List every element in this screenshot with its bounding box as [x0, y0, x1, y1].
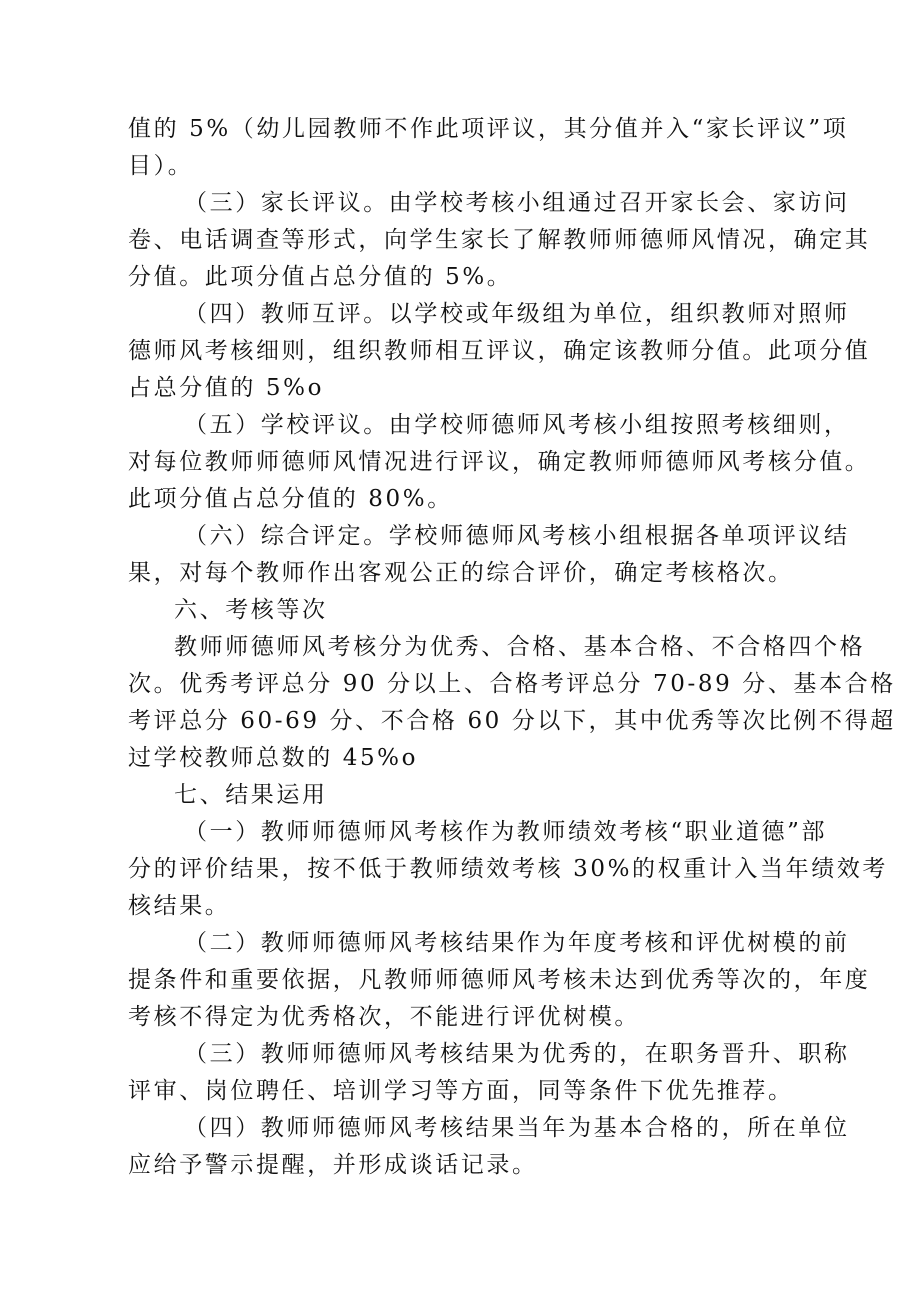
text-line: 过学校教师总数的 45%o: [128, 745, 419, 771]
text-line: 卷、电话调查等形式，向学生家长了解教师师德师风情况，确定其: [128, 227, 871, 253]
text-line: （三）家长评议。由学校考核小组通过召开家长会、家访问: [184, 190, 850, 216]
text-line: 教师师德师风考核分为优秀、合格、基本合格、不合格四个格: [174, 634, 866, 660]
text-line: 考评总分 60-69 分、不合格 60 分以下，其中优秀等次比例不得超: [128, 708, 896, 734]
text-line: 考核不得定为优秀格次，不能进行评优树模。: [128, 1004, 640, 1030]
text-line: 提条件和重要依据，凡教师师德师风考核未达到优秀等次的，年度: [128, 967, 871, 993]
text-line: （四）教师师德师风考核结果当年为基本合格的，所在单位: [184, 1115, 850, 1141]
text-line: 德师风考核细则，组织教师相互评议，确定该教师分值。此项分值: [128, 338, 871, 364]
text-line: 核结果。: [128, 893, 231, 919]
text-line: 分的评价结果，按不低于教师绩效考核 30%的权重计入当年绩效考: [128, 856, 889, 882]
section-heading: 七、结果运用: [174, 782, 328, 808]
text-line: （四）教师互评。以学校或年级组为单位，组织教师对照师: [184, 301, 850, 327]
text-line: （六）综合评定。学校师德师风考核小组根据各单项评议结: [184, 523, 850, 549]
text-line: （三）教师师德师风考核结果为优秀的，在职务晋升、职称: [184, 1041, 850, 1067]
text-line: 果，对每个教师作出客观公正的综合评价，确定考核格次。: [128, 560, 794, 586]
text-line: 评审、岗位聘任、培训学习等方面，同等条件下优先推荐。: [128, 1078, 794, 1104]
text-line: （一）教师师德师风考核作为教师绩效考核“职业道德”部: [184, 819, 828, 845]
text-line: 目）。: [128, 153, 194, 179]
text-line: 占总分值的 5%o: [128, 375, 325, 401]
text-line: 次。优秀考评总分 90 分以上、合格考评总分 70-89 分、基本合格: [128, 671, 896, 697]
text-line: 分值。此项分值占总分值的 5%。: [128, 264, 513, 290]
section-heading: 六、考核等次: [174, 597, 328, 623]
text-line: （二）教师师德师风考核结果作为年度考核和评优树模的前: [184, 930, 850, 956]
text-line: 对每位教师师德师风情况进行评议，确定教师师德师风考核分值。: [128, 449, 871, 475]
text-line: （五）学校评议。由学校师德师风考核小组按照考核细则，: [184, 412, 850, 438]
text-line: 应给予警示提醒，并形成谈话记录。: [128, 1152, 538, 1178]
text-line: 此项分值占总分值的 80%。: [128, 486, 453, 512]
text-line: 值的 5%（幼儿园教师不作此项评议，其分值并入“家长评议”项: [128, 116, 849, 142]
